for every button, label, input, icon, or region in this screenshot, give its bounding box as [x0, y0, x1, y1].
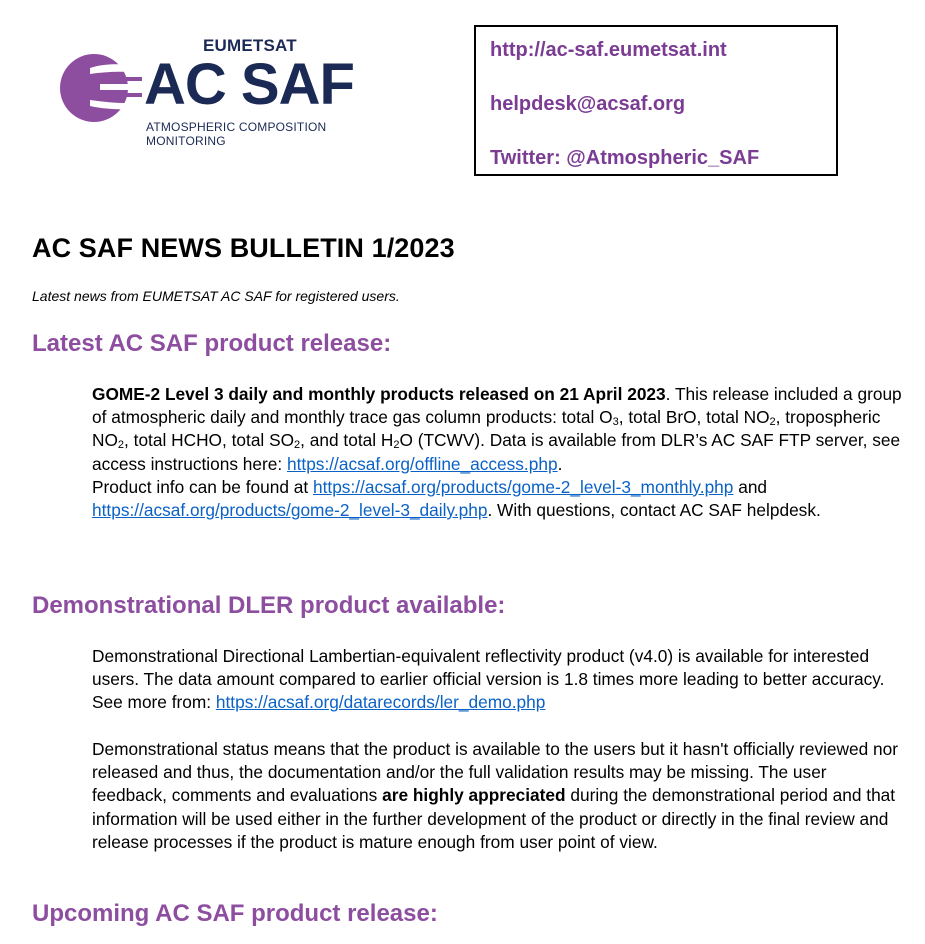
release-text: Product info can be found at — [92, 476, 313, 497]
logo-name: AC SAF — [144, 52, 354, 117]
link-offline-access[interactable]: https://acsaf.org/offline_access.php — [286, 453, 558, 474]
release-text: O (TCWV). Data is available from DLR’s AC SAF FTP server, see access instructions here: — [92, 430, 901, 474]
dler-bold-text: are highly appreciated — [382, 785, 566, 806]
subscript: 2 — [117, 439, 125, 452]
heading-dler: Demonstrational DLER product available: — [32, 592, 506, 619]
contact-box — [474, 25, 838, 176]
contact-twitter[interactable]: Twitter: @Atmospheric_SAF — [490, 147, 760, 169]
link-monthly-product[interactable]: https://acsaf.org/products/gome-2_level-3_monthly.php — [312, 476, 734, 497]
heading-latest-release: Latest AC SAF product release: — [32, 330, 392, 357]
logo-subtitle-line2: MONITORING — [146, 134, 226, 148]
subscript: 2 — [769, 416, 776, 429]
acsaf-globe-icon — [60, 46, 142, 128]
dler-text: Demonstrational Directional Lambertian-equivalent reflectivity product (v4.0) is available for interested users. The data amount compared to earlier official version is 1.8 times more leading to better accuracy. See more from: — [92, 646, 885, 713]
bulletin-intro: Latest news from EUMETSAT AC SAF for registered users. — [32, 288, 400, 304]
contact-email[interactable]: helpdesk@acsaf.org — [490, 93, 686, 115]
link-ler-demo[interactable]: https://acsaf.org/datarecords/ler_demo.php — [215, 692, 546, 713]
contact-website[interactable]: http://ac-saf.eumetsat.int — [490, 39, 727, 61]
heading-upcoming-release: Upcoming AC SAF product release: — [32, 900, 438, 927]
dler-paragraph-1 — [92, 645, 902, 715]
release-text: , total HCHO, total SO — [124, 430, 295, 451]
logo-org-name: EUMETSAT — [203, 36, 297, 55]
bulletin-title: AC SAF NEWS BULLETIN 1/2023 — [32, 233, 455, 263]
logo-subtitle — [146, 120, 326, 148]
dler-text: during the demonstrational period and that information will be used either in the further development of the product or directly in the final review and release processes if the product is mature enough from user point of view. — [92, 785, 896, 852]
acsaf-logo — [58, 36, 358, 156]
release-text: , total BrO, total NO — [618, 407, 770, 428]
release-text: . With questions, contact AC SAF helpdesk. — [487, 500, 821, 521]
release-text: . — [557, 453, 563, 474]
release-text: , tropospheric NO — [92, 407, 881, 451]
release-paragraph — [92, 383, 902, 522]
subscript: 2 — [294, 439, 301, 452]
link-daily-product[interactable]: https://acsaf.org/products/gome-2_level-3_daily.php — [92, 500, 488, 521]
dler-paragraph-2 — [92, 738, 902, 854]
release-lead: GOME-2 Level 3 daily and monthly products released on 21 April 2023 — [92, 384, 666, 404]
release-text: . This release included a group of atmospheric daily and monthly trace gas column products: total O — [92, 384, 902, 428]
release-text: and — [733, 476, 768, 497]
release-text: , and total H — [300, 430, 394, 451]
subscript: 2 — [393, 439, 400, 452]
subscript: 3 — [612, 416, 619, 429]
dler-text: Demonstrational status means that the product is available to the users but it hasn't officially reviewed nor released and thus, the documentation and/or the full validation results may be missing. The user feedback, comments and evaluations — [92, 739, 899, 806]
logo-subtitle-line1: ATMOSPHERIC COMPOSITION — [146, 120, 327, 134]
